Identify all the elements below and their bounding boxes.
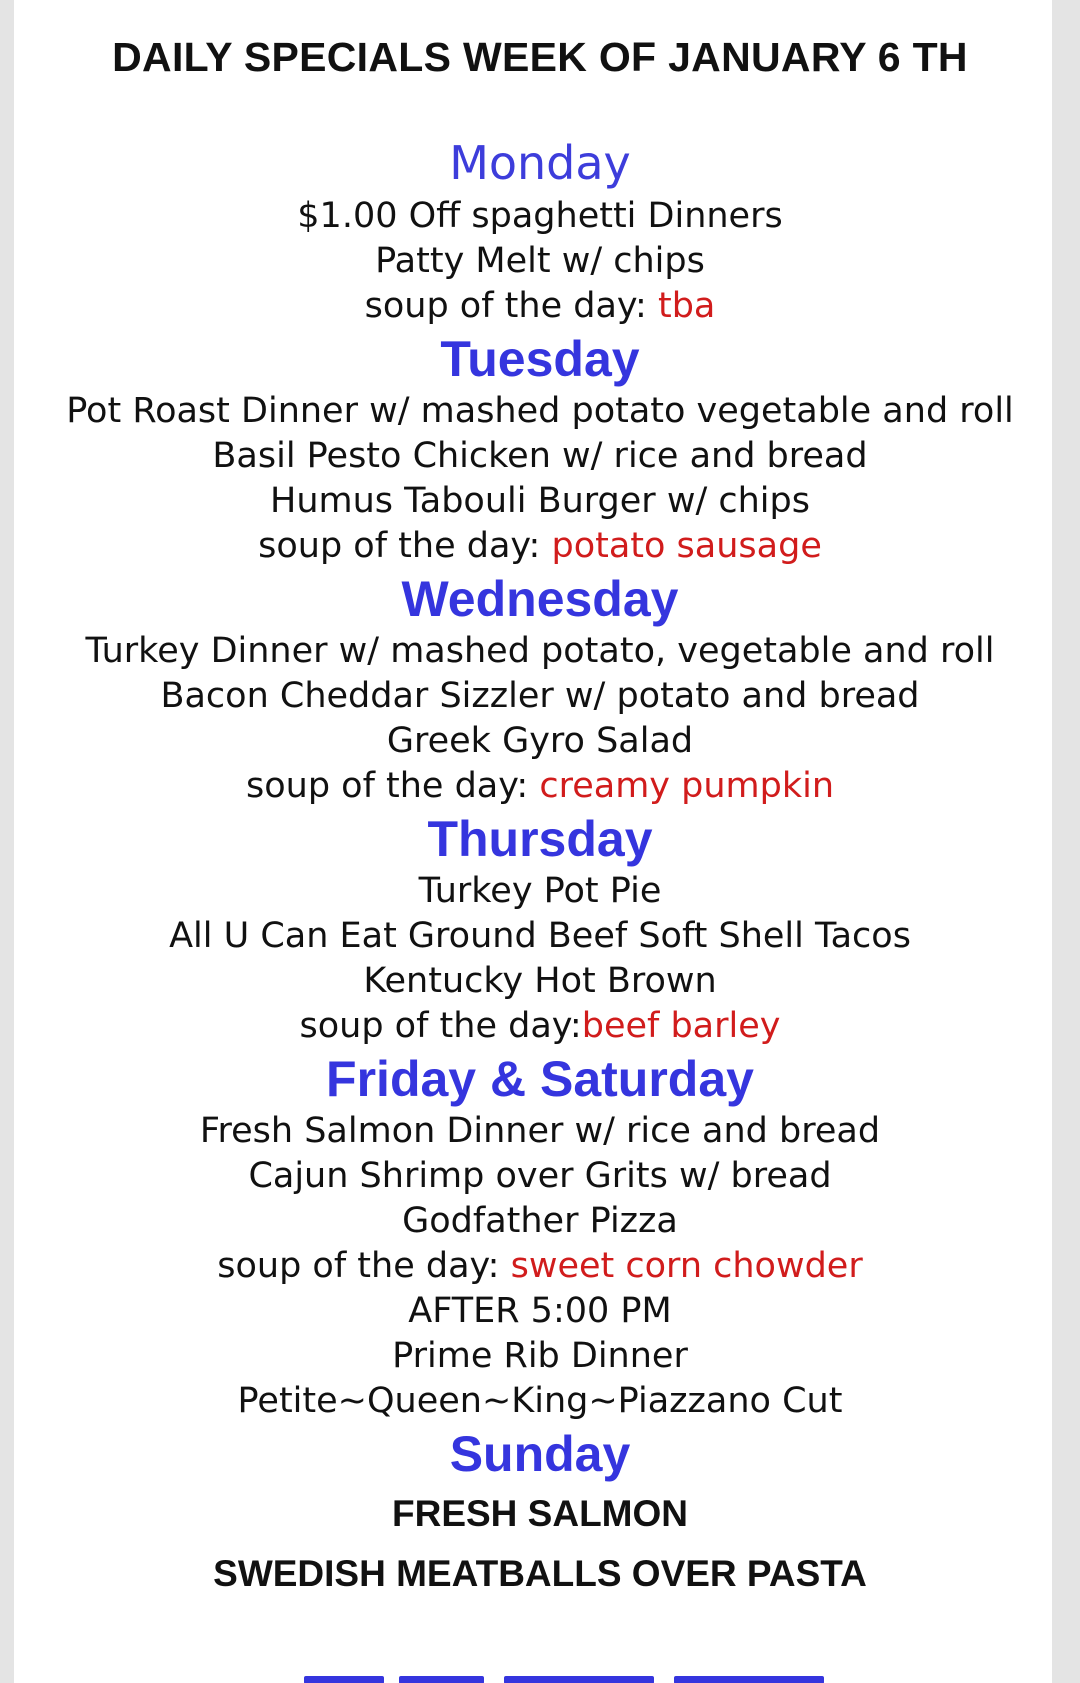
day-heading-sunday: Sunday [449,1426,631,1482]
soup-value: tba [657,286,716,326]
soup-label: soup of the day: [217,1246,511,1286]
soup-line-thursday [14,1004,1052,1049]
soup-line-wednesday [14,764,1052,809]
menu-item: Turkey Pot Pie [418,871,662,911]
day-heading-tuesday: Tuesday [440,331,640,387]
soup-line-tuesday [14,524,1052,569]
menu-item: Cajun Shrimp over Grits w/ bread [248,1156,832,1196]
day-heading-monday: Monday [449,136,631,190]
day-heading-thursday: Thursday [427,811,653,867]
menu-item: Humus Tabouli Burger w/ chips [270,481,810,521]
menu-item: Turkey Dinner w/ mashed potato, vegetable and roll [85,631,995,671]
cutoff-text-remnant [304,1664,824,1683]
day-heading-friday-saturday: Friday & Saturday [326,1051,754,1107]
soup-value: sweet corn chowder [510,1246,863,1286]
menu-item: FRESH SALMON [392,1493,688,1534]
menu-item: Fresh Salmon Dinner w/ rice and bread [199,1111,881,1151]
menu-item: Petite~Queen~King~Piazzano Cut [237,1381,843,1421]
soup-value: creamy pumpkin [539,766,835,806]
soup-value: potato sausage [551,526,822,566]
menu-item: Godfather Pizza [402,1201,678,1241]
soup-value: beef barley [581,1006,781,1046]
menu-item: Pot Roast Dinner w/ mashed potato vegetable and roll [66,391,1014,431]
day-heading-wednesday: Wednesday [401,571,679,627]
menu-item: All U Can Eat Ground Beef Soft Shell Tacos [169,916,911,956]
menu-item: Bacon Cheddar Sizzler w/ potato and bread [160,676,920,716]
menu-item: Greek Gyro Salad [386,721,694,761]
specials-list [14,132,1052,1604]
soup-line-friday-saturday [14,1244,1052,1289]
sunday-items [14,1484,1052,1604]
soup-label: soup of the day: [299,1006,582,1046]
menu-item: Kentucky Hot Brown [363,961,717,1001]
menu-item: AFTER 5:00 PM [408,1291,672,1331]
menu-item: SWEDISH MEATBALLS OVER PASTA [213,1553,867,1594]
menu-card [14,0,1052,1683]
soup-label: soup of the day: [245,766,540,806]
soup-label: soup of the day: [258,526,552,566]
menu-item: Basil Pesto Chicken w/ rice and bread [212,436,868,476]
soup-line-monday [14,284,1052,329]
soup-label: soup of the day: [364,286,658,326]
menu-item: $1.00 Off spaghetti Dinners [297,196,783,236]
page-title: DAILY SPECIALS WEEK OF JANUARY 6 TH [112,34,968,80]
menu-item: Patty Melt w/ chips [375,241,705,281]
menu-item: Prime Rib Dinner [392,1336,688,1376]
